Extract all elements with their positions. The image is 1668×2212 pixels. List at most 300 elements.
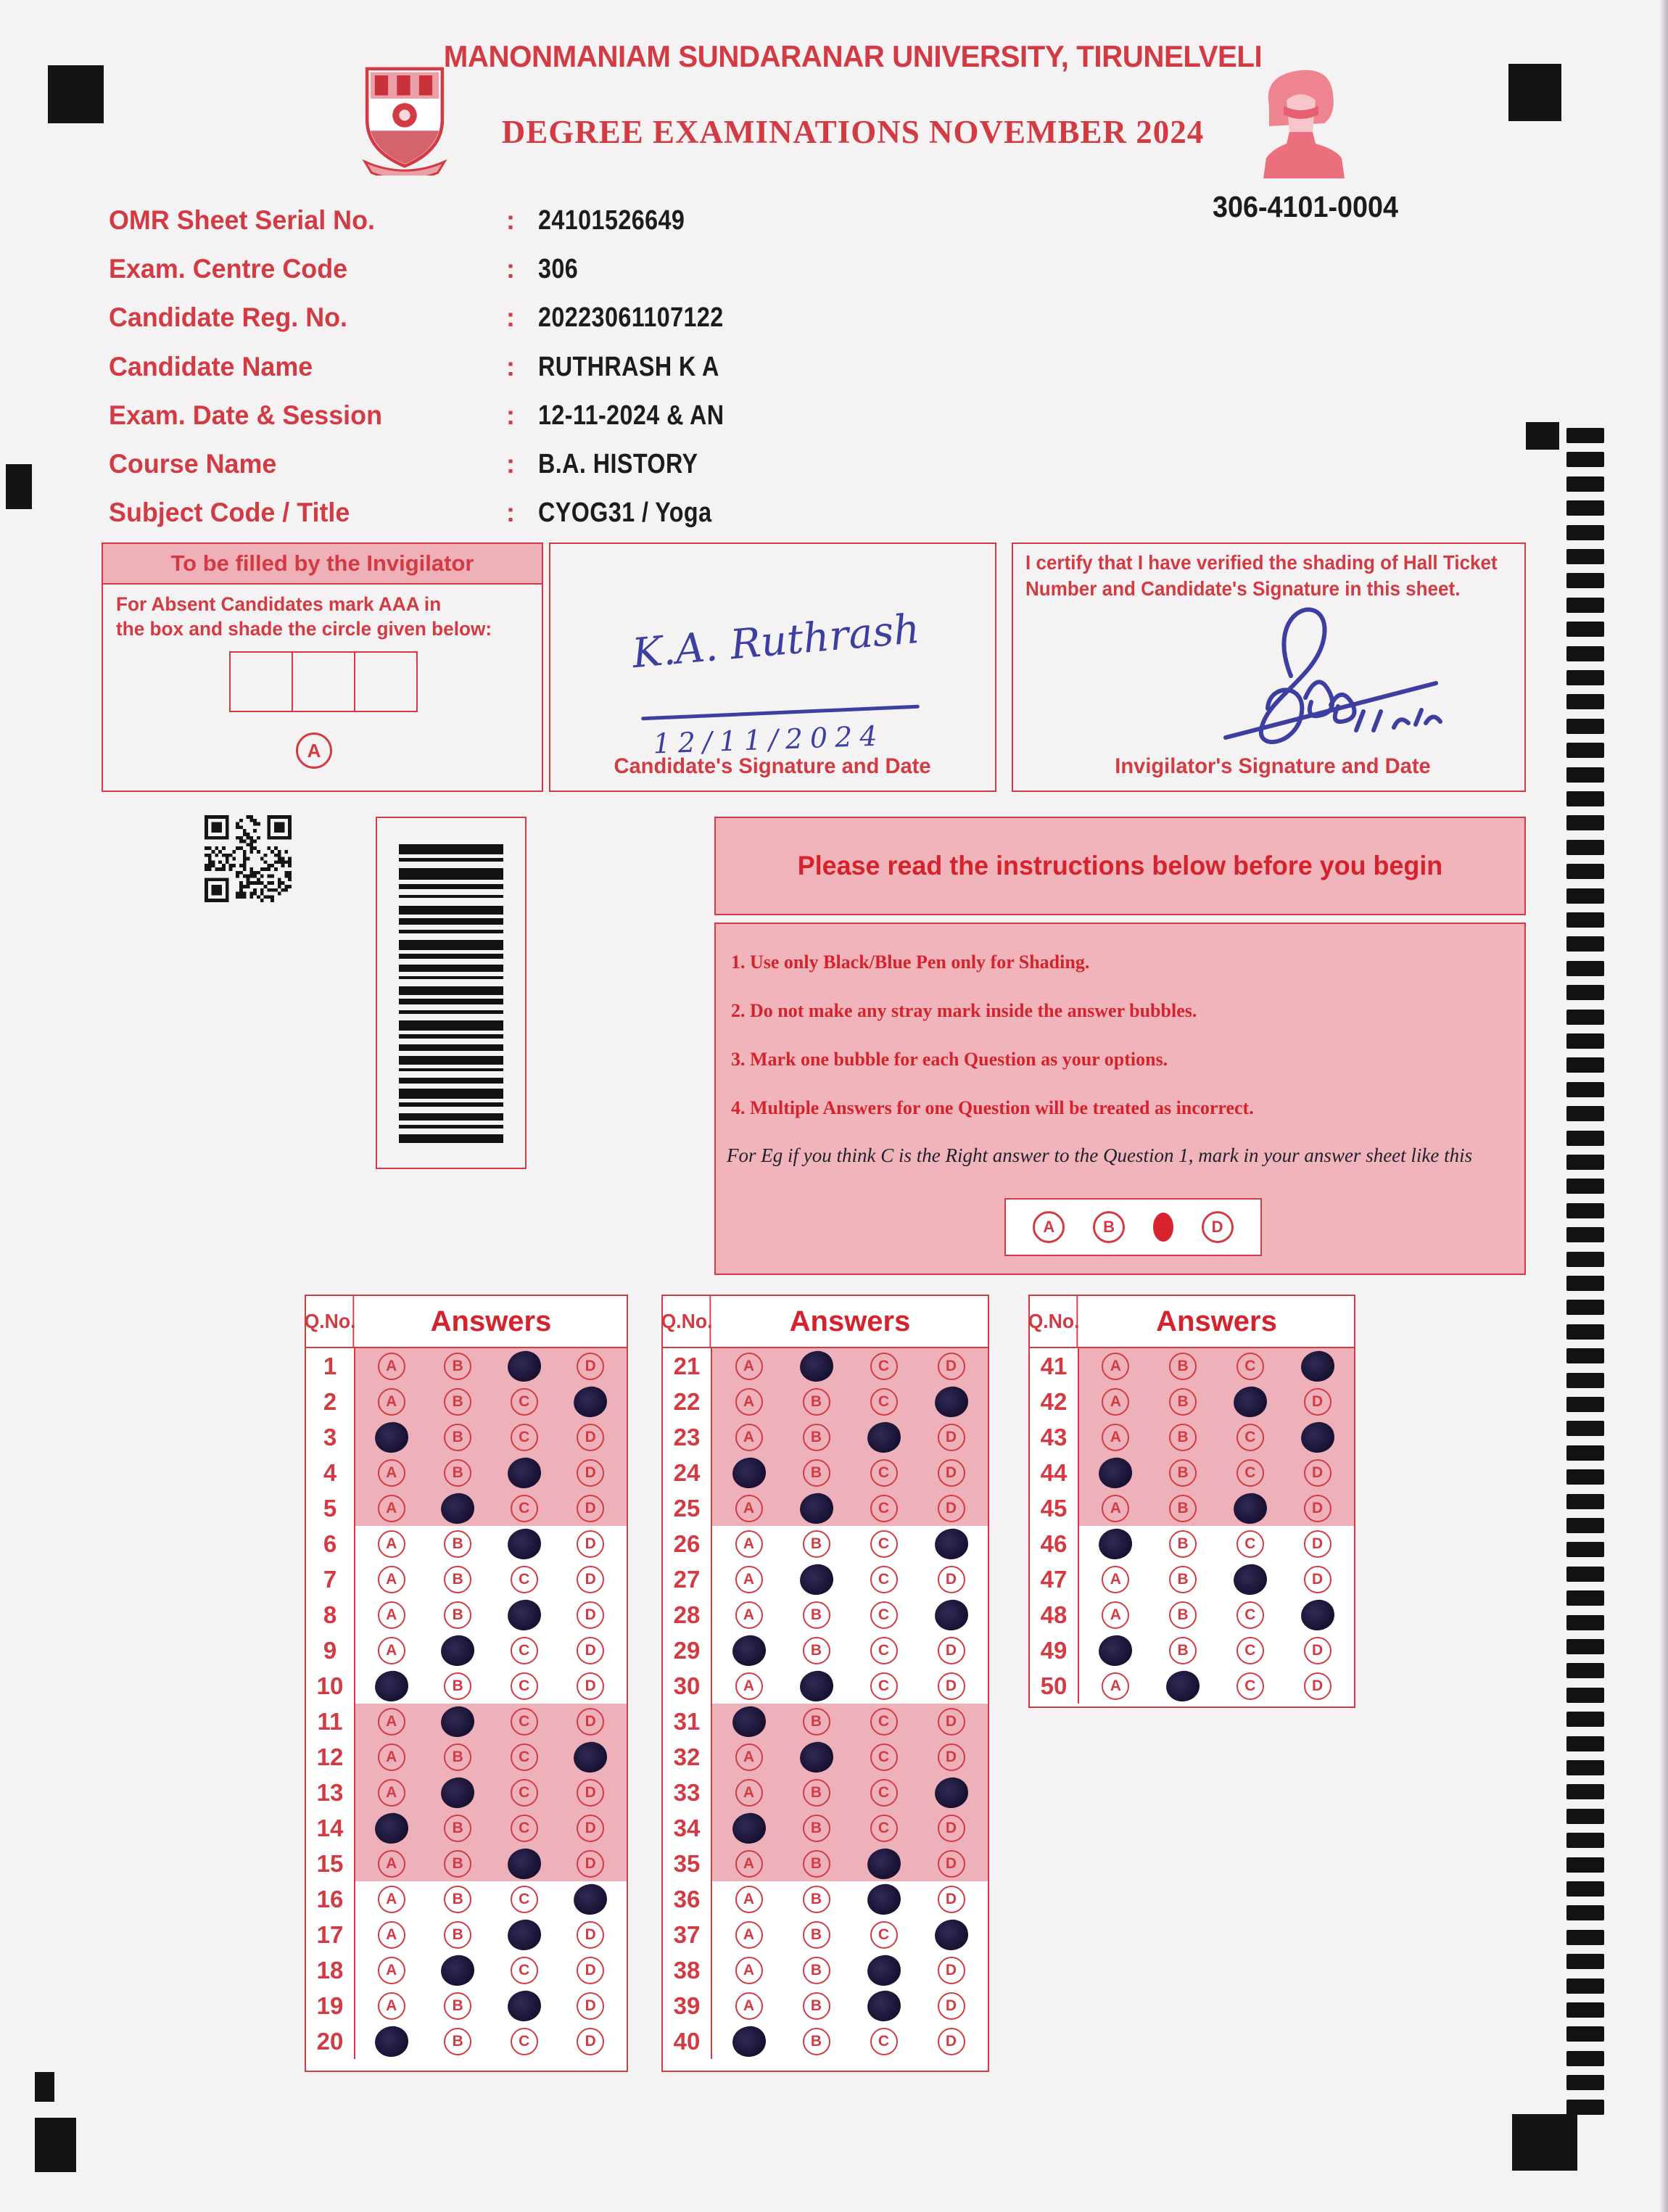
answer-mark-a[interactable] bbox=[1097, 1456, 1134, 1490]
question-number: 4 bbox=[306, 1455, 355, 1490]
barcode-bar bbox=[399, 1020, 503, 1031]
answer-mark-d[interactable] bbox=[933, 1598, 970, 1632]
answer-bubble-d[interactable]: D bbox=[938, 1459, 965, 1487]
answer-bubble-c[interactable]: C bbox=[870, 1672, 898, 1700]
timing-mark bbox=[1566, 985, 1604, 1000]
answer-bubble-b[interactable]: B bbox=[803, 1921, 830, 1949]
answer-bubble-d[interactable]: D bbox=[577, 1424, 604, 1451]
answer-bubble-c[interactable]: C bbox=[870, 1637, 898, 1664]
absent-code-box[interactable] bbox=[354, 651, 418, 712]
answers-header: Answers bbox=[1156, 1305, 1277, 1337]
answer-bubble-d[interactable]: D bbox=[577, 1672, 604, 1700]
answer-bubble-d[interactable]: D bbox=[577, 1459, 604, 1487]
answer-bubble-a[interactable]: A bbox=[378, 1743, 405, 1771]
answer-bubble-c[interactable]: C bbox=[511, 1708, 538, 1736]
answer-options bbox=[1079, 1384, 1354, 1419]
answer-mark-d[interactable] bbox=[572, 1882, 609, 1916]
answer-bubble-b[interactable]: B bbox=[444, 1566, 471, 1593]
answer-mark-c[interactable] bbox=[505, 1456, 542, 1490]
answer-bubble-a[interactable]: A bbox=[735, 1992, 763, 2020]
answer-bubble-a[interactable]: A bbox=[735, 1921, 763, 1949]
answer-mark-a[interactable] bbox=[730, 1456, 767, 1490]
answer-bubble-d[interactable]: D bbox=[1304, 1530, 1331, 1558]
answer-bubble-b[interactable]: B bbox=[444, 1815, 471, 1842]
answer-bubble-a[interactable]: A bbox=[735, 1424, 763, 1451]
example-answer-row bbox=[1004, 1198, 1262, 1256]
answer-options bbox=[712, 1952, 988, 1988]
answer-bubble-a[interactable]: A bbox=[378, 1530, 405, 1558]
timing-mark bbox=[1566, 1010, 1604, 1025]
question-number: 37 bbox=[663, 1917, 712, 1952]
answer-bubble-b[interactable]: B bbox=[444, 1743, 471, 1771]
answer-bubble-a[interactable]: A bbox=[1102, 1424, 1129, 1451]
answer-bubble-d[interactable]: D bbox=[577, 1957, 604, 1984]
answer-bubble-a[interactable]: A bbox=[735, 1388, 763, 1416]
answer-bubble-c[interactable]: C bbox=[1236, 1601, 1264, 1629]
answer-mark-a[interactable] bbox=[730, 1704, 767, 1738]
barcode-bar bbox=[399, 940, 503, 950]
question-number: 23 bbox=[663, 1419, 712, 1455]
absent-bubble-a[interactable]: A bbox=[296, 732, 332, 769]
answer-mark-d[interactable] bbox=[933, 1918, 970, 1952]
answer-mark-c[interactable] bbox=[865, 1989, 902, 2023]
answer-bubble-a[interactable]: A bbox=[735, 1672, 763, 1700]
answer-row bbox=[663, 1775, 988, 1810]
instruction-item: 2. Do not make any stray mark inside the answer bubbles. bbox=[731, 1000, 1197, 1021]
answer-bubble-c[interactable]: C bbox=[511, 1957, 538, 1984]
answer-mark-c[interactable] bbox=[505, 1846, 542, 1881]
answer-bubble-c[interactable]: C bbox=[511, 1424, 538, 1451]
answer-bubble-c[interactable]: C bbox=[1236, 1459, 1264, 1487]
answer-bubble-c[interactable]: C bbox=[511, 1495, 538, 1522]
answer-bubble-c[interactable]: C bbox=[1236, 1530, 1264, 1558]
question-number: 12 bbox=[306, 1739, 355, 1775]
answer-bubble-c[interactable]: C bbox=[870, 1353, 898, 1380]
field-label: Candidate Reg. No. bbox=[109, 302, 348, 333]
example-marked-bubble-c bbox=[1153, 1213, 1173, 1242]
field-row bbox=[109, 352, 1197, 383]
answer-bubble-d[interactable]: D bbox=[577, 1566, 604, 1593]
answer-bubble-b[interactable]: B bbox=[444, 1353, 471, 1380]
answer-bubble-b[interactable]: B bbox=[444, 2028, 471, 2055]
answer-bubble-c[interactable]: C bbox=[511, 1886, 538, 1913]
answer-mark-b[interactable] bbox=[798, 1562, 835, 1596]
answer-bubble-d[interactable]: D bbox=[577, 1992, 604, 2020]
answer-bubble-a[interactable]: A bbox=[378, 1566, 405, 1593]
timing-mark bbox=[1566, 525, 1604, 540]
answer-bubble-c[interactable]: C bbox=[870, 1388, 898, 1416]
question-number: 27 bbox=[663, 1561, 712, 1597]
answer-bubble-d[interactable]: D bbox=[1304, 1388, 1331, 1416]
answer-mark-d[interactable] bbox=[1299, 1349, 1336, 1383]
answer-mark-b[interactable] bbox=[798, 1491, 835, 1525]
candidate-signature-handwriting: K.A. Ruthrash bbox=[630, 605, 922, 678]
answer-bubble-b[interactable]: B bbox=[444, 1850, 471, 1878]
answer-bubble-d[interactable]: D bbox=[577, 1495, 604, 1522]
answer-bubble-c[interactable]: C bbox=[1236, 1424, 1264, 1451]
barcode-bar bbox=[399, 1010, 503, 1014]
answer-bubble-b[interactable]: B bbox=[803, 1957, 830, 1984]
field-separator: : bbox=[506, 254, 515, 284]
answer-options bbox=[712, 1633, 988, 1668]
answer-bubble-c[interactable]: C bbox=[870, 1566, 898, 1593]
answer-bubble-b[interactable]: B bbox=[444, 1672, 471, 1700]
answer-bubble-b[interactable]: B bbox=[803, 1637, 830, 1664]
absent-code-box[interactable] bbox=[229, 651, 293, 712]
answer-bubble-a[interactable]: A bbox=[1102, 1566, 1129, 1593]
timing-mark bbox=[1566, 1518, 1604, 1533]
answer-mark-a[interactable] bbox=[730, 1633, 767, 1667]
answer-options bbox=[355, 2023, 627, 2059]
field-separator: : bbox=[506, 400, 515, 430]
answer-bubble-a[interactable]: A bbox=[735, 1601, 763, 1629]
answer-mark-d[interactable] bbox=[572, 1384, 609, 1419]
answer-bubble-a[interactable]: A bbox=[378, 1886, 405, 1913]
answer-bubble-d[interactable]: D bbox=[577, 1921, 604, 1949]
question-number: 14 bbox=[306, 1810, 355, 1846]
question-number: 6 bbox=[306, 1526, 355, 1561]
answer-bubble-d[interactable]: D bbox=[938, 2028, 965, 2055]
answer-bubble-b[interactable]: B bbox=[444, 1992, 471, 2020]
certify-line2: Number and Candidate's Signature in this sheet. bbox=[1025, 577, 1461, 600]
barcode-bar bbox=[399, 965, 503, 972]
answer-bubble-c[interactable]: C bbox=[511, 1672, 538, 1700]
answer-bubble-d[interactable]: D bbox=[577, 1708, 604, 1736]
answer-mark-c[interactable] bbox=[865, 1882, 902, 1916]
answer-bubble-d[interactable]: D bbox=[1304, 1672, 1331, 1700]
question-number: 20 bbox=[306, 2023, 355, 2059]
answer-bubble-b[interactable]: B bbox=[803, 1850, 830, 1878]
answer-mark-d[interactable] bbox=[1299, 1420, 1336, 1454]
registration-square-top-right bbox=[1508, 64, 1561, 121]
timing-mark bbox=[1566, 1300, 1604, 1315]
answer-bubble-a[interactable]: A bbox=[1102, 1672, 1129, 1700]
answer-row bbox=[663, 1704, 988, 1739]
answer-row bbox=[663, 1633, 988, 1668]
timing-mark bbox=[1566, 1688, 1604, 1703]
answer-row bbox=[663, 1952, 988, 1988]
answer-bubble-a[interactable]: A bbox=[735, 1353, 763, 1380]
answer-bubble-d[interactable]: D bbox=[938, 1886, 965, 1913]
field-separator: : bbox=[506, 302, 515, 333]
answer-bubble-b[interactable]: B bbox=[803, 2028, 830, 2055]
answer-mark-a[interactable] bbox=[730, 2024, 767, 2058]
barcode-bar bbox=[399, 1102, 503, 1107]
timing-mark bbox=[1566, 1057, 1604, 1073]
answer-bubble-c[interactable]: C bbox=[511, 1779, 538, 1807]
answer-options bbox=[712, 1917, 988, 1952]
candidate-signature-date: 12/11/2024 bbox=[652, 719, 885, 760]
answer-row bbox=[663, 1810, 988, 1846]
answer-mark-c[interactable] bbox=[1231, 1491, 1268, 1525]
answer-mark-c[interactable] bbox=[505, 1527, 542, 1561]
answer-bubble-c[interactable]: C bbox=[1236, 1353, 1264, 1380]
answer-bubble-b[interactable]: B bbox=[803, 1992, 830, 2020]
answer-mark-b[interactable] bbox=[1165, 1669, 1202, 1703]
answer-bubble-b[interactable]: B bbox=[803, 1779, 830, 1807]
answer-bubble-a[interactable]: A bbox=[378, 1637, 405, 1664]
answer-bubble-b[interactable]: B bbox=[444, 1886, 471, 1913]
answer-bubble-c[interactable]: C bbox=[870, 1708, 898, 1736]
answer-row bbox=[1030, 1633, 1354, 1668]
answer-bubble-a[interactable]: A bbox=[735, 1850, 763, 1878]
answer-bubble-c[interactable]: C bbox=[511, 1388, 538, 1416]
timing-mark bbox=[1566, 2051, 1604, 2066]
answer-mark-b[interactable] bbox=[439, 1953, 476, 1987]
answer-bubble-b[interactable]: B bbox=[803, 1424, 830, 1451]
question-number: 5 bbox=[306, 1490, 355, 1526]
answer-mark-c[interactable] bbox=[1231, 1562, 1268, 1596]
answer-bubble-a[interactable]: A bbox=[735, 1957, 763, 1984]
answer-mark-b[interactable] bbox=[439, 1775, 476, 1809]
answer-bubble-a[interactable]: A bbox=[735, 1743, 763, 1771]
instruction-item: 4. Multiple Answers for one Question will be treated as incorrect. bbox=[731, 1097, 1254, 1118]
answer-bubble-c[interactable]: C bbox=[511, 1566, 538, 1593]
answer-bubble-b[interactable]: B bbox=[444, 1459, 471, 1487]
answer-row bbox=[1030, 1455, 1354, 1490]
answer-mark-d[interactable] bbox=[572, 1740, 609, 1774]
instructions-header bbox=[714, 817, 1526, 915]
answer-row bbox=[663, 1348, 988, 1384]
timing-mark bbox=[1566, 1155, 1604, 1170]
answer-bubble-b[interactable]: B bbox=[803, 1530, 830, 1558]
example-bubble-a: A bbox=[1033, 1211, 1065, 1243]
answer-bubble-a[interactable]: A bbox=[378, 1921, 405, 1949]
answer-bubble-a[interactable]: A bbox=[378, 1353, 405, 1380]
answer-bubble-b[interactable]: B bbox=[1169, 1566, 1197, 1593]
answer-mark-d[interactable] bbox=[933, 1527, 970, 1561]
answer-mark-b[interactable] bbox=[439, 1633, 476, 1667]
answer-bubble-a[interactable]: A bbox=[378, 1779, 405, 1807]
question-number: 42 bbox=[1030, 1384, 1079, 1419]
answer-mark-a[interactable] bbox=[373, 2024, 410, 2058]
answer-mark-c[interactable] bbox=[505, 1598, 542, 1632]
answer-bubble-c[interactable]: C bbox=[870, 1495, 898, 1522]
answer-bubble-c[interactable]: C bbox=[870, 1459, 898, 1487]
answer-bubble-b[interactable]: B bbox=[803, 1459, 830, 1487]
answer-bubble-a[interactable]: A bbox=[1102, 1495, 1129, 1522]
answer-bubble-c[interactable]: C bbox=[870, 1743, 898, 1771]
answer-bubble-a[interactable]: A bbox=[735, 1530, 763, 1558]
answer-bubble-d[interactable]: D bbox=[938, 1815, 965, 1842]
answer-bubble-a[interactable]: A bbox=[378, 1708, 405, 1736]
answer-bubble-d[interactable]: D bbox=[577, 1637, 604, 1664]
answer-bubble-a[interactable]: A bbox=[378, 1388, 405, 1416]
answer-bubble-d[interactable]: D bbox=[577, 1815, 604, 1842]
answer-bubble-a[interactable]: A bbox=[378, 1992, 405, 2020]
answer-row bbox=[1030, 1384, 1354, 1419]
answer-bubble-b[interactable]: B bbox=[1169, 1637, 1197, 1664]
answer-bubble-c[interactable]: C bbox=[511, 1743, 538, 1771]
answer-options bbox=[1079, 1348, 1354, 1384]
timing-mark bbox=[1566, 1590, 1604, 1606]
answer-mark-c[interactable] bbox=[505, 1918, 542, 1952]
barcode-bar bbox=[399, 844, 503, 854]
answer-mark-b[interactable] bbox=[798, 1740, 835, 1774]
answer-row bbox=[306, 1384, 627, 1419]
answer-mark-b[interactable] bbox=[798, 1669, 835, 1703]
answer-options bbox=[1079, 1526, 1354, 1561]
answer-bubble-a[interactable]: A bbox=[1102, 1601, 1129, 1629]
absent-code-boxes bbox=[229, 651, 418, 712]
answer-row bbox=[306, 1490, 627, 1526]
answer-options bbox=[355, 1881, 627, 1917]
answer-bubble-b[interactable]: B bbox=[803, 1708, 830, 1736]
answer-mark-b[interactable] bbox=[439, 1704, 476, 1738]
answer-bubble-d[interactable]: D bbox=[577, 1353, 604, 1380]
answer-bubble-d[interactable]: D bbox=[938, 1424, 965, 1451]
answer-mark-c[interactable] bbox=[865, 1420, 902, 1454]
answer-bubble-b[interactable]: B bbox=[1169, 1495, 1197, 1522]
answer-bubble-d[interactable]: D bbox=[938, 1566, 965, 1593]
timing-mark bbox=[1566, 1276, 1604, 1291]
answer-bubble-a[interactable]: A bbox=[1102, 1353, 1129, 1380]
question-number: 1 bbox=[306, 1348, 355, 1384]
answer-bubble-b[interactable]: B bbox=[1169, 1601, 1197, 1629]
answer-mark-b[interactable] bbox=[798, 1349, 835, 1383]
answer-bubble-a[interactable]: A bbox=[735, 1886, 763, 1913]
answer-bubble-d[interactable]: D bbox=[577, 1530, 604, 1558]
instruction-item: 3. Mark one bubble for each Question as your options. bbox=[731, 1049, 1168, 1070]
answer-bubble-c[interactable]: C bbox=[870, 1601, 898, 1629]
answer-bubble-c[interactable]: C bbox=[870, 1779, 898, 1807]
answer-options bbox=[355, 1917, 627, 1952]
timing-mark bbox=[1566, 1397, 1604, 1412]
answer-bubble-b[interactable]: B bbox=[803, 1815, 830, 1842]
question-number: 8 bbox=[306, 1597, 355, 1633]
answer-bubble-b[interactable]: B bbox=[1169, 1388, 1197, 1416]
timing-mark bbox=[1566, 2075, 1604, 2090]
answer-bubble-b[interactable]: B bbox=[1169, 1424, 1197, 1451]
barcode-bar bbox=[399, 895, 503, 898]
timing-mark bbox=[1566, 573, 1604, 588]
answer-options bbox=[712, 1490, 988, 1526]
answer-mark-a[interactable] bbox=[373, 1420, 410, 1454]
answer-bubble-d[interactable]: D bbox=[938, 1743, 965, 1771]
timing-mark bbox=[1566, 500, 1604, 516]
qno-header: Q.No. bbox=[307, 1296, 355, 1347]
answer-mark-a[interactable] bbox=[373, 1669, 410, 1703]
answer-bubble-d[interactable]: D bbox=[938, 1495, 965, 1522]
field-label: OMR Sheet Serial No. bbox=[109, 205, 375, 235]
answer-bubble-d[interactable]: D bbox=[938, 1672, 965, 1700]
answer-mark-c[interactable] bbox=[865, 1953, 902, 1987]
answer-bubble-b[interactable]: B bbox=[803, 1388, 830, 1416]
answer-bubble-c[interactable]: C bbox=[511, 1815, 538, 1842]
answer-mark-d[interactable] bbox=[933, 1384, 970, 1419]
answer-bubble-c[interactable]: C bbox=[870, 1921, 898, 1949]
answer-bubble-a[interactable]: A bbox=[378, 1850, 405, 1878]
answers-header: Answers bbox=[430, 1305, 552, 1337]
answer-options bbox=[355, 1704, 627, 1739]
answer-options bbox=[1079, 1490, 1354, 1526]
answer-bubble-c[interactable]: C bbox=[1236, 1672, 1264, 1700]
answer-bubble-b[interactable]: B bbox=[1169, 1459, 1197, 1487]
answer-bubble-c[interactable]: C bbox=[511, 2028, 538, 2055]
answer-row bbox=[306, 1704, 627, 1739]
answer-bubble-b[interactable]: B bbox=[444, 1921, 471, 1949]
absent-code-box[interactable] bbox=[292, 651, 355, 712]
answer-bubble-d[interactable]: D bbox=[938, 1353, 965, 1380]
answer-bubble-a[interactable]: A bbox=[378, 1459, 405, 1487]
answer-bubble-d[interactable]: D bbox=[938, 1637, 965, 1664]
answer-mark-c[interactable] bbox=[505, 1989, 542, 2023]
question-number: 36 bbox=[663, 1881, 712, 1917]
answer-bubble-a[interactable]: A bbox=[378, 1495, 405, 1522]
answer-bubble-c[interactable]: C bbox=[870, 2028, 898, 2055]
answer-bubble-b[interactable]: B bbox=[803, 1886, 830, 1913]
field-label: Exam. Date & Session bbox=[109, 400, 383, 430]
table-header bbox=[306, 1296, 627, 1348]
answer-bubble-b[interactable]: B bbox=[444, 1530, 471, 1558]
answer-bubble-c[interactable]: C bbox=[870, 1815, 898, 1842]
timing-mark bbox=[1566, 694, 1604, 709]
answer-bubble-a[interactable]: A bbox=[1102, 1388, 1129, 1416]
answer-mark-b[interactable] bbox=[439, 1491, 476, 1525]
answer-mark-a[interactable] bbox=[730, 1811, 767, 1845]
answer-mark-c[interactable] bbox=[865, 1846, 902, 1881]
answer-mark-a[interactable] bbox=[373, 1811, 410, 1845]
timing-mark bbox=[1566, 670, 1604, 685]
answer-mark-a[interactable] bbox=[1097, 1527, 1134, 1561]
answer-bubble-a[interactable]: A bbox=[378, 1601, 405, 1629]
answer-options bbox=[1079, 1597, 1354, 1633]
answer-bubble-b[interactable]: B bbox=[444, 1601, 471, 1629]
answer-mark-d[interactable] bbox=[1299, 1598, 1336, 1632]
field-row bbox=[109, 449, 1197, 480]
field-label: Candidate Name bbox=[109, 351, 313, 381]
answer-bubble-d[interactable]: D bbox=[1304, 1566, 1331, 1593]
timing-mark bbox=[1566, 1760, 1604, 1775]
answer-mark-c[interactable] bbox=[505, 1349, 542, 1383]
answer-mark-a[interactable] bbox=[1097, 1633, 1134, 1667]
answer-bubble-d[interactable]: D bbox=[1304, 1637, 1331, 1664]
field-row bbox=[109, 205, 1197, 236]
answer-options bbox=[355, 1419, 627, 1455]
answer-bubble-a[interactable]: A bbox=[735, 1779, 763, 1807]
answer-row bbox=[306, 2023, 627, 2059]
answer-bubble-a[interactable]: A bbox=[378, 1957, 405, 1984]
answer-bubble-d[interactable]: D bbox=[577, 1850, 604, 1878]
answer-bubble-d[interactable]: D bbox=[938, 1957, 965, 1984]
answer-bubble-d[interactable]: D bbox=[938, 1992, 965, 2020]
answer-bubble-c[interactable]: C bbox=[511, 1637, 538, 1664]
answer-options bbox=[355, 1561, 627, 1597]
answer-bubble-b[interactable]: B bbox=[444, 1424, 471, 1451]
answer-bubble-b[interactable]: B bbox=[1169, 1353, 1197, 1380]
answer-bubble-d[interactable]: D bbox=[577, 1601, 604, 1629]
answer-bubble-b[interactable]: B bbox=[444, 1388, 471, 1416]
answer-bubble-d[interactable]: D bbox=[577, 2028, 604, 2055]
answer-bubble-a[interactable]: A bbox=[735, 1566, 763, 1593]
question-number: 11 bbox=[306, 1704, 355, 1739]
answer-bubble-b[interactable]: B bbox=[803, 1601, 830, 1629]
answer-bubble-a[interactable]: A bbox=[735, 1495, 763, 1522]
answer-bubble-c[interactable]: C bbox=[870, 1530, 898, 1558]
answer-bubble-c[interactable]: C bbox=[1236, 1637, 1264, 1664]
answer-bubble-d[interactable]: D bbox=[1304, 1459, 1331, 1487]
answer-mark-d[interactable] bbox=[933, 1775, 970, 1809]
answer-bubble-d[interactable]: D bbox=[1304, 1495, 1331, 1522]
answer-bubble-d[interactable]: D bbox=[577, 1779, 604, 1807]
field-row bbox=[109, 302, 1197, 334]
answer-bubble-b[interactable]: B bbox=[1169, 1530, 1197, 1558]
answer-bubble-d[interactable]: D bbox=[938, 1708, 965, 1736]
timing-mark bbox=[1566, 1445, 1604, 1461]
answer-mark-c[interactable] bbox=[1231, 1384, 1268, 1419]
answer-options bbox=[355, 1775, 627, 1810]
answer-bubble-d[interactable]: D bbox=[938, 1850, 965, 1878]
